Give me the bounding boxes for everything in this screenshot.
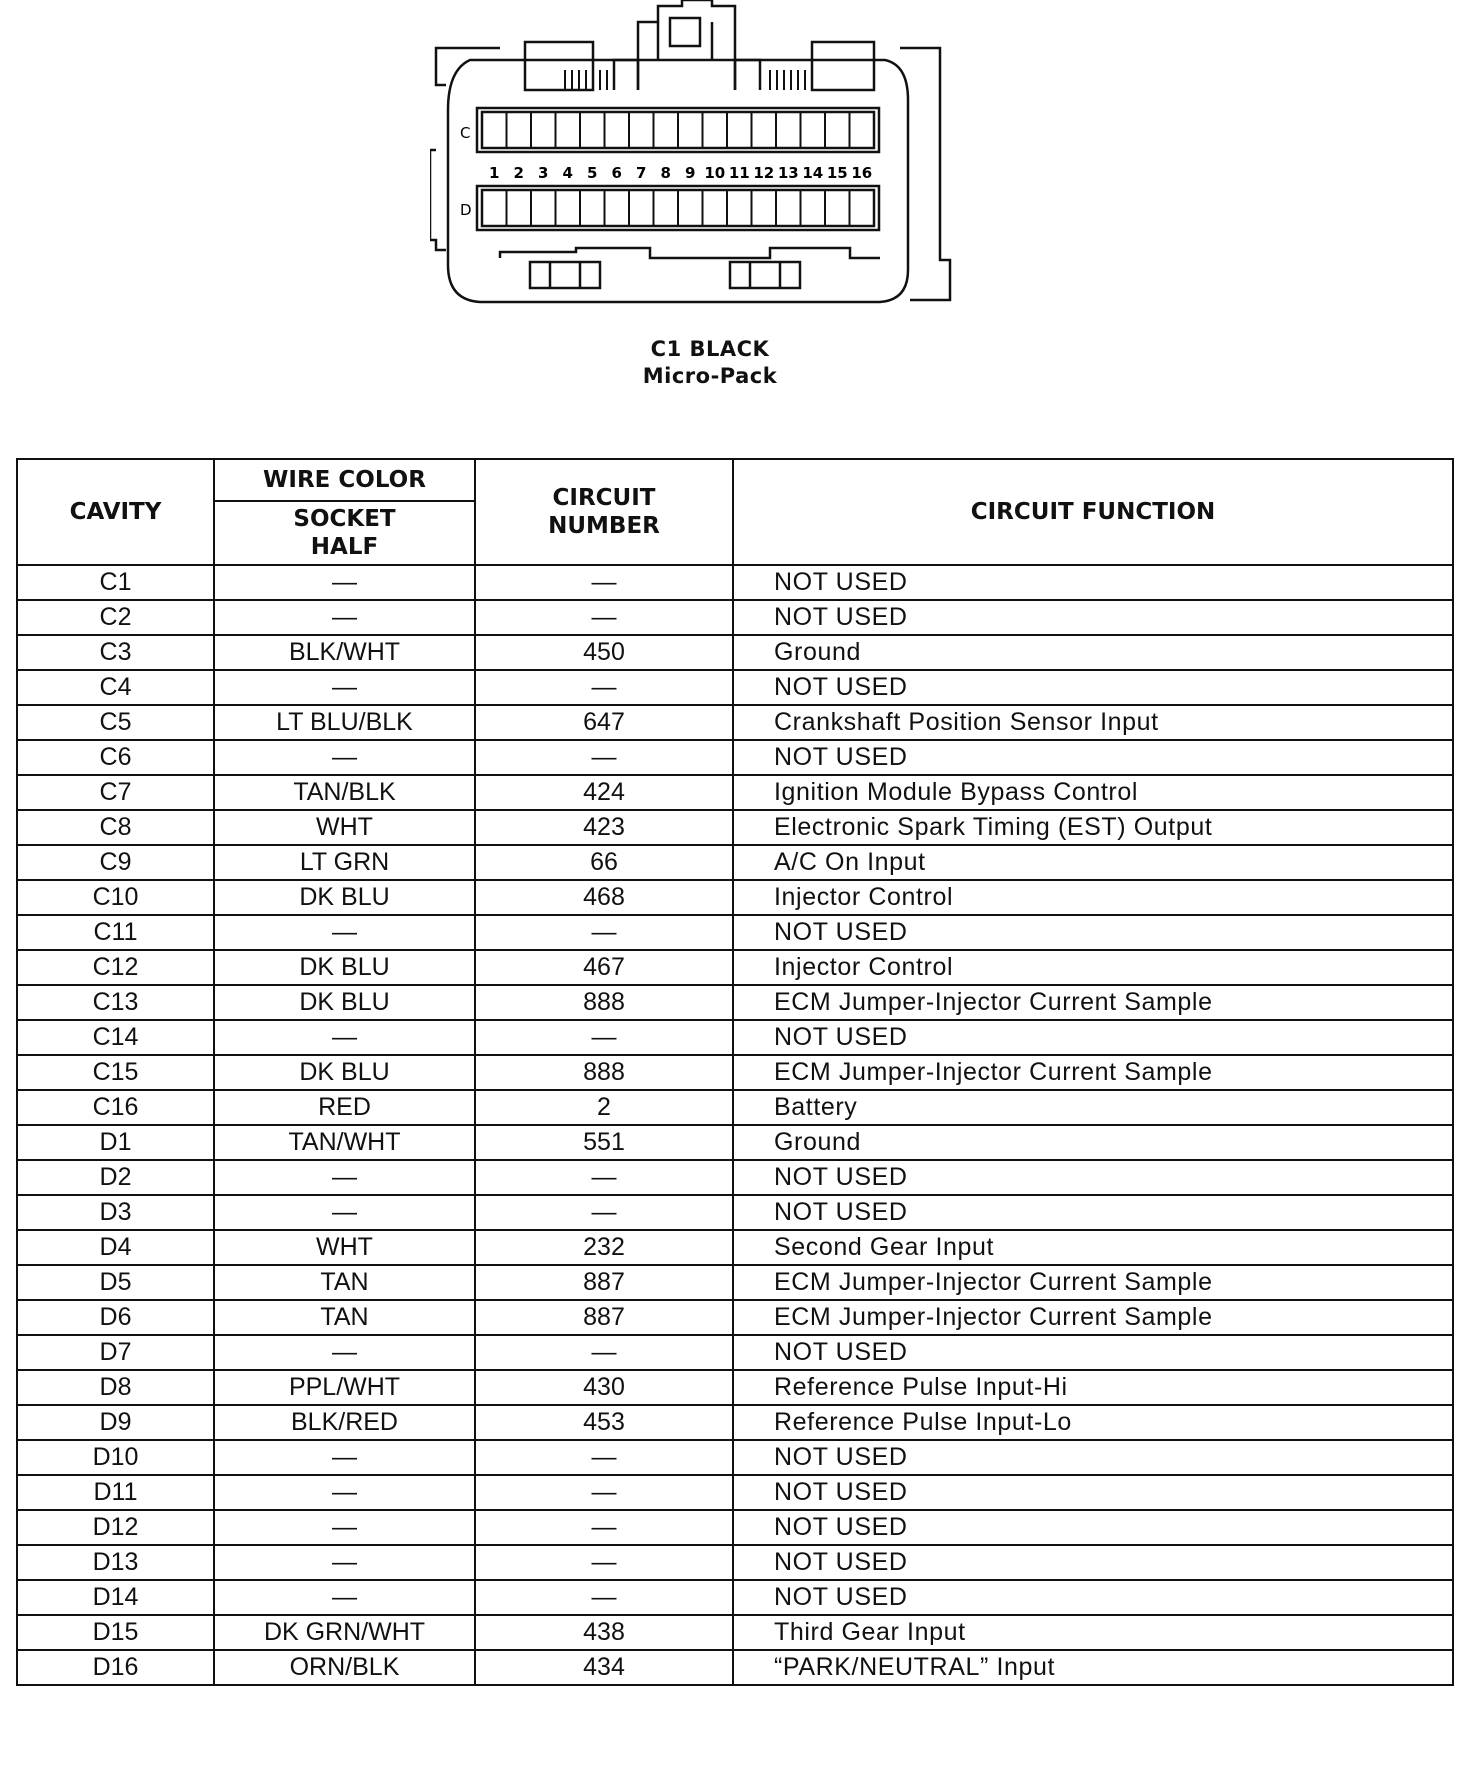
wire-color-cell: — bbox=[214, 1475, 475, 1510]
circuit-number-cell: 450 bbox=[475, 635, 733, 670]
table-row bbox=[17, 915, 1453, 950]
circuit-function-cell: NOT USED bbox=[733, 915, 1453, 950]
table-row bbox=[17, 1265, 1453, 1300]
cavity-cell: D13 bbox=[17, 1545, 214, 1580]
wire-color-cell: LT GRN bbox=[214, 845, 475, 880]
wire-color-cell: DK BLU bbox=[214, 1055, 475, 1090]
table-row bbox=[17, 1090, 1453, 1125]
cavity-cell: D8 bbox=[17, 1370, 214, 1405]
circuit-function-cell: NOT USED bbox=[733, 1545, 1453, 1580]
table-row bbox=[17, 950, 1453, 985]
header-wire-color: WIRE COLOR bbox=[214, 459, 475, 501]
circuit-function-cell: Second Gear Input bbox=[733, 1230, 1453, 1265]
cavity-cell: C16 bbox=[17, 1090, 214, 1125]
pin-number: 7 bbox=[636, 164, 647, 182]
table-row bbox=[17, 1160, 1453, 1195]
cavity-cell: C6 bbox=[17, 740, 214, 775]
row-c-label: C bbox=[460, 124, 471, 142]
table-row bbox=[17, 1230, 1453, 1265]
circuit-number-cell: 434 bbox=[475, 1650, 733, 1685]
table-row bbox=[17, 670, 1453, 705]
table-row bbox=[17, 1440, 1453, 1475]
pinout-table bbox=[16, 458, 1454, 1686]
wire-color-cell: — bbox=[214, 600, 475, 635]
circuit-function-cell: NOT USED bbox=[733, 1475, 1453, 1510]
cavity-cell: D4 bbox=[17, 1230, 214, 1265]
cavity-cell: C10 bbox=[17, 880, 214, 915]
circuit-number-cell: — bbox=[475, 1020, 733, 1055]
connector-caption bbox=[560, 336, 860, 390]
circuit-number-cell: — bbox=[475, 1160, 733, 1195]
wire-color-cell: — bbox=[214, 670, 475, 705]
header-cavity: CAVITY bbox=[17, 459, 214, 565]
cavity-cell: C15 bbox=[17, 1055, 214, 1090]
circuit-number-cell: 551 bbox=[475, 1125, 733, 1160]
cavity-cell: D14 bbox=[17, 1580, 214, 1615]
cavity-cell: D3 bbox=[17, 1195, 214, 1230]
circuit-number-cell: — bbox=[475, 1475, 733, 1510]
wire-color-cell: DK BLU bbox=[214, 985, 475, 1020]
table-row bbox=[17, 1020, 1453, 1055]
pin-number: 11 bbox=[728, 164, 750, 182]
table-row bbox=[17, 1475, 1453, 1510]
circuit-number-cell: 2 bbox=[475, 1090, 733, 1125]
circuit-number-cell: 453 bbox=[475, 1405, 733, 1440]
cavity-cell: D2 bbox=[17, 1160, 214, 1195]
circuit-number-cell: — bbox=[475, 1440, 733, 1475]
cavity-cell: D12 bbox=[17, 1510, 214, 1545]
cavity-cell: D16 bbox=[17, 1650, 214, 1685]
pinout-rows bbox=[17, 565, 1453, 1685]
circuit-number-cell: 438 bbox=[475, 1615, 733, 1650]
table-row bbox=[17, 1125, 1453, 1160]
caption-title: C1 BLACK bbox=[650, 337, 770, 361]
pin-number: 6 bbox=[611, 164, 622, 182]
table-row bbox=[17, 810, 1453, 845]
cavity-cell: D7 bbox=[17, 1335, 214, 1370]
cavity-cell: C8 bbox=[17, 810, 214, 845]
wire-color-cell: — bbox=[214, 1545, 475, 1580]
circuit-number-cell: — bbox=[475, 1195, 733, 1230]
row-d-label: D bbox=[460, 201, 472, 219]
row-c-cavities bbox=[507, 112, 850, 148]
pin-number: 9 bbox=[685, 164, 696, 182]
circuit-function-cell: NOT USED bbox=[733, 1160, 1453, 1195]
pin-number: 4 bbox=[562, 164, 573, 182]
circuit-function-cell: ECM Jumper-Injector Current Sample bbox=[733, 1300, 1453, 1335]
circuit-number-cell: 887 bbox=[475, 1300, 733, 1335]
pin-number: 10 bbox=[704, 164, 726, 182]
wire-color-cell: — bbox=[214, 740, 475, 775]
pin-number: 15 bbox=[826, 164, 848, 182]
circuit-function-cell: Crankshaft Position Sensor Input bbox=[733, 705, 1453, 740]
header-socket-half bbox=[214, 501, 475, 565]
circuit-function-cell: Ground bbox=[733, 635, 1453, 670]
circuit-number-cell: 888 bbox=[475, 1055, 733, 1090]
cavity-cell: D9 bbox=[17, 1405, 214, 1440]
circuit-function-cell: Electronic Spark Timing (EST) Output bbox=[733, 810, 1453, 845]
circuit-number-cell: 430 bbox=[475, 1370, 733, 1405]
table-row bbox=[17, 985, 1453, 1020]
pin-number: 3 bbox=[538, 164, 549, 182]
table-row bbox=[17, 1055, 1453, 1090]
cavity-cell: C14 bbox=[17, 1020, 214, 1055]
table-row bbox=[17, 1580, 1453, 1615]
caption-subtitle: Micro-Pack bbox=[642, 364, 778, 388]
row-d-cavities bbox=[507, 190, 850, 226]
wire-color-cell: — bbox=[214, 1580, 475, 1615]
wire-color-cell: — bbox=[214, 1020, 475, 1055]
circuit-function-cell: NOT USED bbox=[733, 1195, 1453, 1230]
circuit-function-cell: NOT USED bbox=[733, 1020, 1453, 1055]
circuit-function-cell: NOT USED bbox=[733, 1510, 1453, 1545]
cavity-cell: C13 bbox=[17, 985, 214, 1020]
pin-number: 8 bbox=[660, 164, 671, 182]
circuit-function-cell: NOT USED bbox=[733, 565, 1453, 600]
circuit-number-cell: — bbox=[475, 1580, 733, 1615]
circuit-function-cell: NOT USED bbox=[733, 1580, 1453, 1615]
circuit-number-cell: — bbox=[475, 1335, 733, 1370]
wire-color-cell: PPL/WHT bbox=[214, 1370, 475, 1405]
pin-number-labels bbox=[489, 164, 872, 182]
circuit-function-cell: Ignition Module Bypass Control bbox=[733, 775, 1453, 810]
table-row bbox=[17, 635, 1453, 670]
table-row bbox=[17, 705, 1453, 740]
table-row bbox=[17, 1370, 1453, 1405]
circuit-number-cell: 888 bbox=[475, 985, 733, 1020]
table-row bbox=[17, 1195, 1453, 1230]
wire-color-cell: — bbox=[214, 915, 475, 950]
wire-color-cell: BLK/RED bbox=[214, 1405, 475, 1440]
cavity-cell: C5 bbox=[17, 705, 214, 740]
table-row bbox=[17, 880, 1453, 915]
circuit-number-cell: 647 bbox=[475, 705, 733, 740]
circuit-number-cell: — bbox=[475, 565, 733, 600]
circuit-number-cell: 467 bbox=[475, 950, 733, 985]
table-row bbox=[17, 1650, 1453, 1685]
table-row bbox=[17, 1335, 1453, 1370]
cavity-cell: D6 bbox=[17, 1300, 214, 1335]
wire-color-cell: — bbox=[214, 1510, 475, 1545]
wire-color-cell: TAN bbox=[214, 1265, 475, 1300]
wire-color-cell: LT BLU/BLK bbox=[214, 705, 475, 740]
circuit-function-cell: A/C On Input bbox=[733, 845, 1453, 880]
header-circuit-number-text: CIRCUIT NUMBER bbox=[548, 485, 660, 539]
circuit-number-cell: — bbox=[475, 740, 733, 775]
circuit-function-cell: ECM Jumper-Injector Current Sample bbox=[733, 985, 1453, 1020]
circuit-function-cell: Ground bbox=[733, 1125, 1453, 1160]
wire-color-cell: BLK/WHT bbox=[214, 635, 475, 670]
cavity-cell: C2 bbox=[17, 600, 214, 635]
cavity-cell: D10 bbox=[17, 1440, 214, 1475]
pin-number: 2 bbox=[513, 164, 524, 182]
table-row bbox=[17, 600, 1453, 635]
circuit-number-cell: — bbox=[475, 1545, 733, 1580]
cavity-cell: C12 bbox=[17, 950, 214, 985]
wire-color-cell: ORN/BLK bbox=[214, 1650, 475, 1685]
circuit-number-cell: 66 bbox=[475, 845, 733, 880]
table-row bbox=[17, 1300, 1453, 1335]
pin-number: 14 bbox=[802, 164, 824, 182]
wire-color-cell: — bbox=[214, 1160, 475, 1195]
table-row bbox=[17, 1615, 1453, 1650]
table-row bbox=[17, 565, 1453, 600]
wire-color-cell: TAN bbox=[214, 1300, 475, 1335]
wire-color-cell: — bbox=[214, 1335, 475, 1370]
table-row bbox=[17, 1405, 1453, 1440]
wire-color-cell: TAN/WHT bbox=[214, 1125, 475, 1160]
cavity-cell: C7 bbox=[17, 775, 214, 810]
wire-color-cell: WHT bbox=[214, 810, 475, 845]
table-row bbox=[17, 1545, 1453, 1580]
circuit-number-cell: 423 bbox=[475, 810, 733, 845]
circuit-number-cell: — bbox=[475, 1510, 733, 1545]
header-circuit-function: CIRCUIT FUNCTION bbox=[733, 459, 1453, 565]
pin-number: 13 bbox=[777, 164, 799, 182]
cavity-cell: C9 bbox=[17, 845, 214, 880]
wire-color-cell: DK BLU bbox=[214, 880, 475, 915]
pin-number: 12 bbox=[753, 164, 775, 182]
circuit-function-cell: NOT USED bbox=[733, 1440, 1453, 1475]
circuit-function-cell: NOT USED bbox=[733, 600, 1453, 635]
wire-color-cell: — bbox=[214, 1440, 475, 1475]
pin-number: 1 bbox=[489, 164, 500, 182]
pin-number: 5 bbox=[587, 164, 598, 182]
circuit-number-cell: — bbox=[475, 600, 733, 635]
cavity-cell: D15 bbox=[17, 1615, 214, 1650]
circuit-function-cell: NOT USED bbox=[733, 1335, 1453, 1370]
header-socket-half-text: SOCKET HALF bbox=[293, 506, 396, 560]
circuit-function-cell: Third Gear Input bbox=[733, 1615, 1453, 1650]
circuit-function-cell: “PARK/NEUTRAL” Input bbox=[733, 1650, 1453, 1685]
cavity-cell: C11 bbox=[17, 915, 214, 950]
circuit-function-cell: Injector Control bbox=[733, 880, 1453, 915]
pin-number: 16 bbox=[851, 164, 873, 182]
cavity-cell: C3 bbox=[17, 635, 214, 670]
wire-color-cell: — bbox=[214, 1195, 475, 1230]
circuit-function-cell: Battery bbox=[733, 1090, 1453, 1125]
cavity-cell: D5 bbox=[17, 1265, 214, 1300]
circuit-function-cell: ECM Jumper-Injector Current Sample bbox=[733, 1055, 1453, 1090]
wire-color-cell: WHT bbox=[214, 1230, 475, 1265]
circuit-number-cell: — bbox=[475, 670, 733, 705]
circuit-function-cell: Reference Pulse Input-Hi bbox=[733, 1370, 1453, 1405]
table-row bbox=[17, 845, 1453, 880]
circuit-function-cell: NOT USED bbox=[733, 670, 1453, 705]
wire-color-cell: DK BLU bbox=[214, 950, 475, 985]
circuit-number-cell: — bbox=[475, 915, 733, 950]
circuit-number-cell: 887 bbox=[475, 1265, 733, 1300]
wire-color-cell: TAN/BLK bbox=[214, 775, 475, 810]
header-circuit-number bbox=[475, 459, 733, 565]
circuit-function-cell: Reference Pulse Input-Lo bbox=[733, 1405, 1453, 1440]
circuit-function-cell: NOT USED bbox=[733, 740, 1453, 775]
connector-diagram bbox=[430, 0, 970, 310]
table-row bbox=[17, 1510, 1453, 1545]
wire-color-cell: DK GRN/WHT bbox=[214, 1615, 475, 1650]
cavity-cell: D11 bbox=[17, 1475, 214, 1510]
circuit-number-cell: 232 bbox=[475, 1230, 733, 1265]
circuit-number-cell: 468 bbox=[475, 880, 733, 915]
circuit-function-cell: ECM Jumper-Injector Current Sample bbox=[733, 1265, 1453, 1300]
wire-color-cell: RED bbox=[214, 1090, 475, 1125]
cavity-cell: C4 bbox=[17, 670, 214, 705]
table-row bbox=[17, 740, 1453, 775]
table-row bbox=[17, 775, 1453, 810]
cavity-cell: C1 bbox=[17, 565, 214, 600]
circuit-function-cell: Injector Control bbox=[733, 950, 1453, 985]
wire-color-cell: — bbox=[214, 565, 475, 600]
circuit-number-cell: 424 bbox=[475, 775, 733, 810]
cavity-cell: D1 bbox=[17, 1125, 214, 1160]
